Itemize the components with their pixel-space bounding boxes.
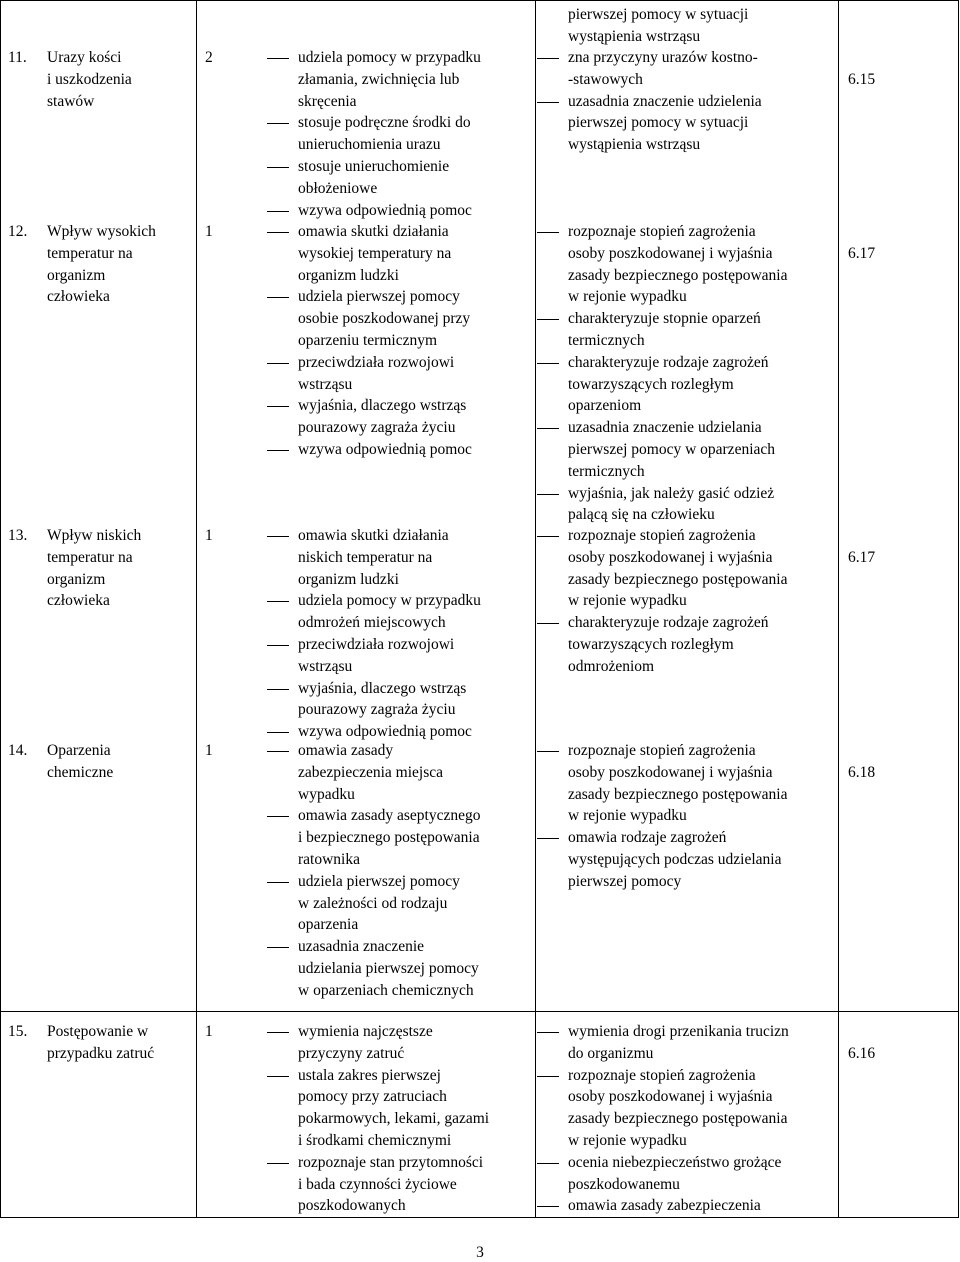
extended-requirements: [535, 47, 762, 156]
extended-item: rozpoznaje stopień zagrożenia osoby poszkodowanej i wyjaśnia zasady bezpiecznego postępowania w rejonie wypadku: [535, 525, 787, 612]
basic-item: wyjaśnia, dlaczego wstrząs pourazowy zagraża życiu: [265, 395, 472, 439]
topic-line: Postępowanie w: [47, 1023, 149, 1040]
row-number: 12.: [8, 223, 28, 240]
curriculum-ref: 6.18: [848, 764, 876, 781]
basic-item: wymienia najczęstsze przyczyny zatruć: [265, 1021, 489, 1065]
topic-line: człowieka: [47, 288, 110, 306]
basic-requirements: [265, 525, 481, 743]
topic-line: Oparzenia: [47, 742, 111, 759]
basic-item: omawia skutki działania wysokiej temperatury na organizm ludzki: [265, 221, 472, 286]
row-number: 11.: [8, 49, 27, 66]
topic-line: organizm: [47, 570, 106, 588]
topic-line: i uszkodzenia: [47, 70, 132, 88]
basic-item: wyjaśnia, dlaczego wstrząs pourazowy zagraża życiu: [265, 678, 481, 722]
basic-item: wzywa odpowiednią pomoc: [265, 721, 481, 743]
topic-line: Wpływ wysokich: [47, 223, 156, 240]
carryover-line: pierwszej pomocy w sytuacji: [568, 6, 749, 23]
table-row-separator: [0, 1011, 959, 1012]
extended-item: charakteryzuje rodzaje zagrożeń towarzyszących rozległym odmrożeniom: [535, 612, 787, 677]
extended-requirements: [535, 221, 787, 526]
topic-line: temperatur na: [47, 548, 133, 566]
basic-requirements: [265, 740, 480, 1002]
row-topic: [47, 525, 141, 612]
row-hours: 1: [205, 223, 213, 240]
page-number: 3: [476, 1244, 484, 1261]
topic-line: temperatur na: [47, 244, 133, 262]
basic-item: udziela pierwszej pomocy osobie poszkodowanej przy oparzeniu termicznym: [265, 286, 472, 351]
basic-requirements: [265, 221, 472, 461]
table-border-right: [958, 0, 959, 1218]
extended-item: charakteryzuje rodzaje zagrożeń towarzyszących rozległym oparzeniom: [535, 352, 787, 417]
basic-item: stosuje unieruchomienie obłożeniowe: [265, 156, 481, 200]
basic-item: ustala zakres pierwszej pomocy przy zatruciach pokarmowych, lekami, gazami i środkami chemicznymi: [265, 1065, 489, 1152]
extended-requirements: [535, 525, 787, 678]
extended-item: rozpoznaje stopień zagrożenia osoby poszkodowanej i wyjaśnia zasady bezpiecznego postępowania w rejonie wypadku: [535, 1065, 789, 1152]
basic-item: udziela pierwszej pomocy w zależności od rodzaju oparzenia: [265, 871, 480, 936]
extended-item: charakteryzuje stopnie oparzeń termicznych: [535, 308, 787, 352]
extended-item: uzasadnia znaczenie udzielenia pierwszej pomocy w sytuacji wystąpienia wstrząsu: [535, 91, 762, 156]
basic-item: udziela pomocy w przypadku złamania, zwichnięcia lub skręcenia: [265, 47, 481, 112]
row-hours: 1: [205, 742, 213, 759]
basic-item: omawia zasady zabezpieczenia miejsca wypadku: [265, 740, 480, 805]
basic-item: stosuje podręczne środki do unieruchomienia urazu: [265, 112, 481, 156]
row-number: 13.: [8, 527, 28, 544]
basic-item: przeciwdziała rozwojowi wstrząsu: [265, 352, 472, 396]
row-topic: [47, 221, 156, 308]
extended-item: rozpoznaje stopień zagrożenia osoby poszkodowanej i wyjaśnia zasady bezpiecznego postępowania w rejonie wypadku: [535, 221, 787, 308]
extended-item: wyjaśnia, jak należy gasić odzież palącą się na człowieku: [535, 483, 787, 527]
basic-requirements: [265, 47, 481, 221]
extended-item: uzasadnia znaczenie udzielania pierwszej pomocy w oparzeniach termicznych: [535, 417, 787, 482]
basic-item: rozpoznaje stan przytomności i bada czynności życiowe poszkodowanych: [265, 1152, 489, 1217]
topic-line: Urazy kości: [47, 49, 122, 66]
basic-item: omawia zasady aseptycznego i bezpiecznego postępowania ratownika: [265, 805, 480, 870]
row-hours: 1: [205, 527, 213, 544]
topic-line: przypadku zatruć: [47, 1044, 155, 1062]
topic-line: chemiczne: [47, 763, 114, 781]
row-topic: [47, 1021, 154, 1065]
table-divider-topic: [196, 0, 197, 1218]
topic-line: człowieka: [47, 592, 110, 610]
row-number: 15.: [8, 1023, 28, 1040]
row-topic: [47, 47, 132, 112]
extended-requirements: [535, 1021, 789, 1217]
curriculum-ref: 6.16: [848, 1045, 876, 1062]
extended-item: rozpoznaje stopień zagrożenia osoby poszkodowanej i wyjaśnia zasady bezpiecznego postępowania w rejonie wypadku: [535, 740, 787, 827]
extended-item: omawia zasady zabezpieczenia: [535, 1195, 789, 1217]
row-number: 14.: [8, 742, 28, 759]
basic-item: omawia skutki działania niskich temperatur na organizm ludzki: [265, 525, 481, 590]
extended-item: wymienia drogi przenikania trucizn do organizmu: [535, 1021, 789, 1065]
table-border-top: [0, 0, 959, 1]
row-topic: [47, 740, 113, 784]
carryover-line: wystąpienia wstrząsu: [568, 27, 701, 45]
basic-requirements: [265, 1021, 489, 1217]
table-border-left: [0, 0, 1, 1218]
basic-item: uzasadnia znaczenie udzielania pierwszej pomocy w oparzeniach chemicznych: [265, 936, 480, 1001]
basic-item: udziela pomocy w przypadku odmrożeń miejscowych: [265, 590, 481, 634]
extended-requirements: [535, 740, 787, 893]
row-hours: 1: [205, 1023, 213, 1040]
row-hours: 2: [205, 49, 213, 66]
basic-item: wzywa odpowiednią pomoc: [265, 439, 472, 461]
topic-line: stawów: [47, 92, 95, 110]
extended-item: zna przyczyny urazów kostno- -stawowych: [535, 47, 762, 91]
extended-item: omawia rodzaje zagrożeń występujących podczas udzielania pierwszej pomocy: [535, 827, 787, 892]
curriculum-ref: 6.15: [848, 71, 876, 88]
extended-item: ocenia niebezpieczeństwo grożące poszkodowanemu: [535, 1152, 789, 1196]
basic-item: wzywa odpowiednią pomoc: [265, 200, 481, 222]
table-divider-extended: [838, 0, 839, 1218]
curriculum-ref: 6.17: [848, 549, 876, 566]
basic-item: przeciwdziała rozwojowi wstrząsu: [265, 634, 481, 678]
curriculum-ref: 6.17: [848, 245, 876, 262]
carryover-text: [568, 4, 748, 48]
topic-line: Wpływ niskich: [47, 527, 142, 544]
topic-line: organizm: [47, 266, 106, 284]
